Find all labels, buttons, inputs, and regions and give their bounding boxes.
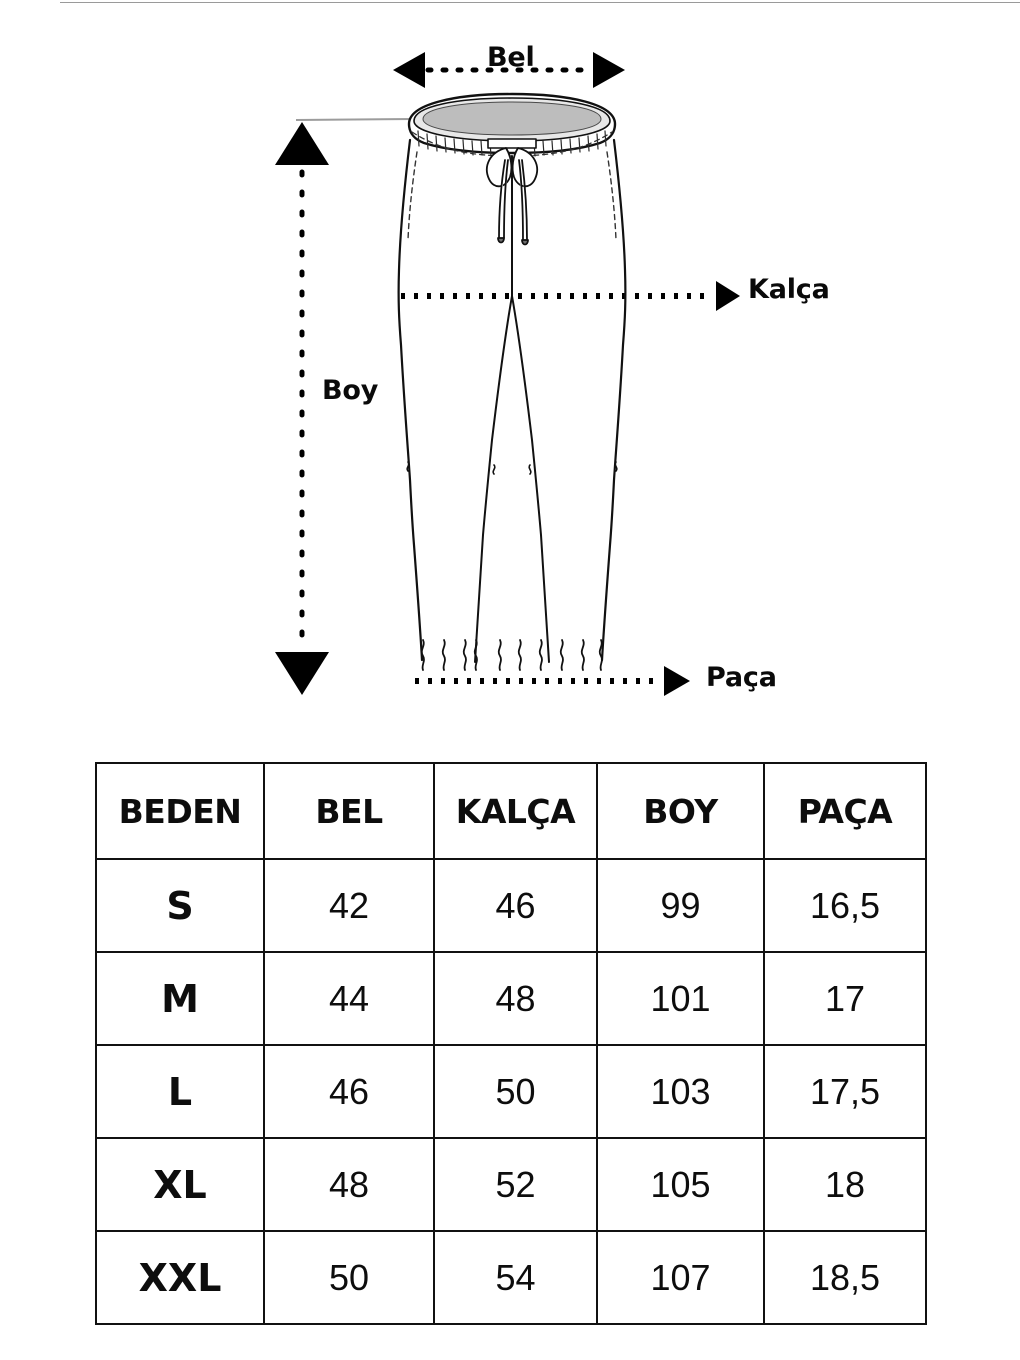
table-header-row [96, 763, 926, 859]
cell-size: XL [96, 1138, 264, 1231]
cell-size: S [96, 859, 264, 952]
table-row [96, 1045, 926, 1138]
kalca-label: Kalça [748, 274, 830, 305]
cell-boy: 107 [597, 1231, 764, 1324]
cell-size: XXL [96, 1231, 264, 1324]
cell-bel: 42 [264, 859, 434, 952]
boy-label: Boy [322, 375, 379, 406]
kalca-dimension-arrow [401, 281, 740, 311]
table-row [96, 952, 926, 1045]
cell-size: M [96, 952, 264, 1045]
cell-boy: 103 [597, 1045, 764, 1138]
cell-size: L [96, 1045, 264, 1138]
table-row [96, 859, 926, 952]
cell-paca: 18,5 [764, 1231, 926, 1324]
waistband [409, 94, 615, 156]
cell-bel: 46 [264, 1045, 434, 1138]
cuff-ribbing [422, 640, 602, 670]
boy-leader-line [296, 119, 415, 120]
column-header-kalca: KALÇA [434, 763, 597, 859]
paca-dimension-arrow [415, 666, 690, 696]
cell-paca: 17,5 [764, 1045, 926, 1138]
cell-kalca: 54 [434, 1231, 597, 1324]
cell-bel: 44 [264, 952, 434, 1045]
column-header-beden: BEDEN [96, 763, 264, 859]
cell-boy: 105 [597, 1138, 764, 1231]
paca-label: Paça [706, 662, 777, 693]
cell-kalca: 48 [434, 952, 597, 1045]
table-row [96, 1138, 926, 1231]
cell-paca: 16,5 [764, 859, 926, 952]
column-header-boy: BOY [597, 763, 764, 859]
cell-boy: 99 [597, 859, 764, 952]
cell-paca: 18 [764, 1138, 926, 1231]
column-header-bel: BEL [264, 763, 434, 859]
table-row [96, 1231, 926, 1324]
column-header-paca: PAÇA [764, 763, 926, 859]
size-chart-table [95, 762, 927, 1325]
bel-label: Bel [487, 42, 535, 73]
pants-illustration [399, 94, 626, 670]
cell-kalca: 52 [434, 1138, 597, 1231]
cell-paca: 17 [764, 952, 926, 1045]
cell-kalca: 46 [434, 859, 597, 952]
cell-boy: 101 [597, 952, 764, 1045]
boy-dimension-arrow [275, 122, 329, 695]
cell-kalca: 50 [434, 1045, 597, 1138]
cell-bel: 48 [264, 1138, 434, 1231]
cell-bel: 50 [264, 1231, 434, 1324]
